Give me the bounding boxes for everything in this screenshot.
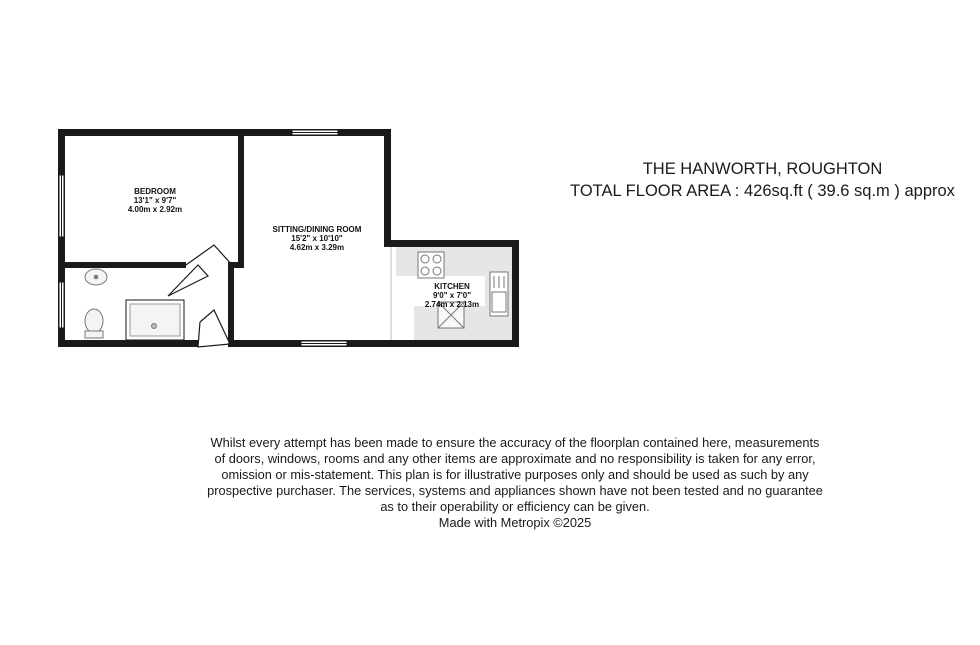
toilet-icon — [85, 309, 103, 333]
disclaimer-line: prospective purchaser. The services, systems and appliances shown have not been tested and no guarantee — [207, 483, 823, 498]
room-size-metric: 2.74m x 2.13m — [424, 300, 480, 309]
plan-title — [545, 158, 980, 202]
room-size-imperial: 15'2" x 10'10" — [291, 234, 343, 243]
room-name: SITTING/DINING ROOM — [272, 225, 362, 234]
disclaimer-line: as to their operability or efficiency can be given. — [380, 499, 650, 514]
room-size-imperial: 13'1" x 9'7" — [133, 196, 177, 205]
room-name: KITCHEN — [434, 282, 470, 291]
copyright-line: Made with Metropix ©2025 — [438, 515, 592, 530]
room-size-metric: 4.62m x 3.29m — [289, 243, 345, 252]
disclaimer-line: of doors, windows, rooms and any other items are approximate and no responsibility is taken for any error, — [214, 451, 816, 466]
room-name: BEDROOM — [134, 187, 176, 196]
disclaimer-line: Whilst every attempt has been made to ensure the accuracy of the floorplan contained here, measurements — [210, 435, 820, 450]
disclaimer — [150, 435, 880, 531]
property-name: THE HANWORTH, ROUGHTON — [642, 160, 883, 178]
total-floor-area: TOTAL FLOOR AREA : 426sq.ft ( 39.6 sq.m ) approx — [570, 182, 955, 200]
room-label-kitchen — [412, 282, 492, 309]
room-size-metric: 4.00m x 2.92m — [127, 205, 183, 214]
room-label-sitting-dining — [252, 225, 382, 252]
room-label-bedroom — [100, 187, 210, 214]
disclaimer-line: omission or mis-statement. This plan is for illustrative purposes only and should be used as such by any — [221, 467, 809, 482]
bathroom-fixtures — [85, 269, 184, 340]
room-size-imperial: 9'0" x 7'0" — [432, 291, 472, 300]
